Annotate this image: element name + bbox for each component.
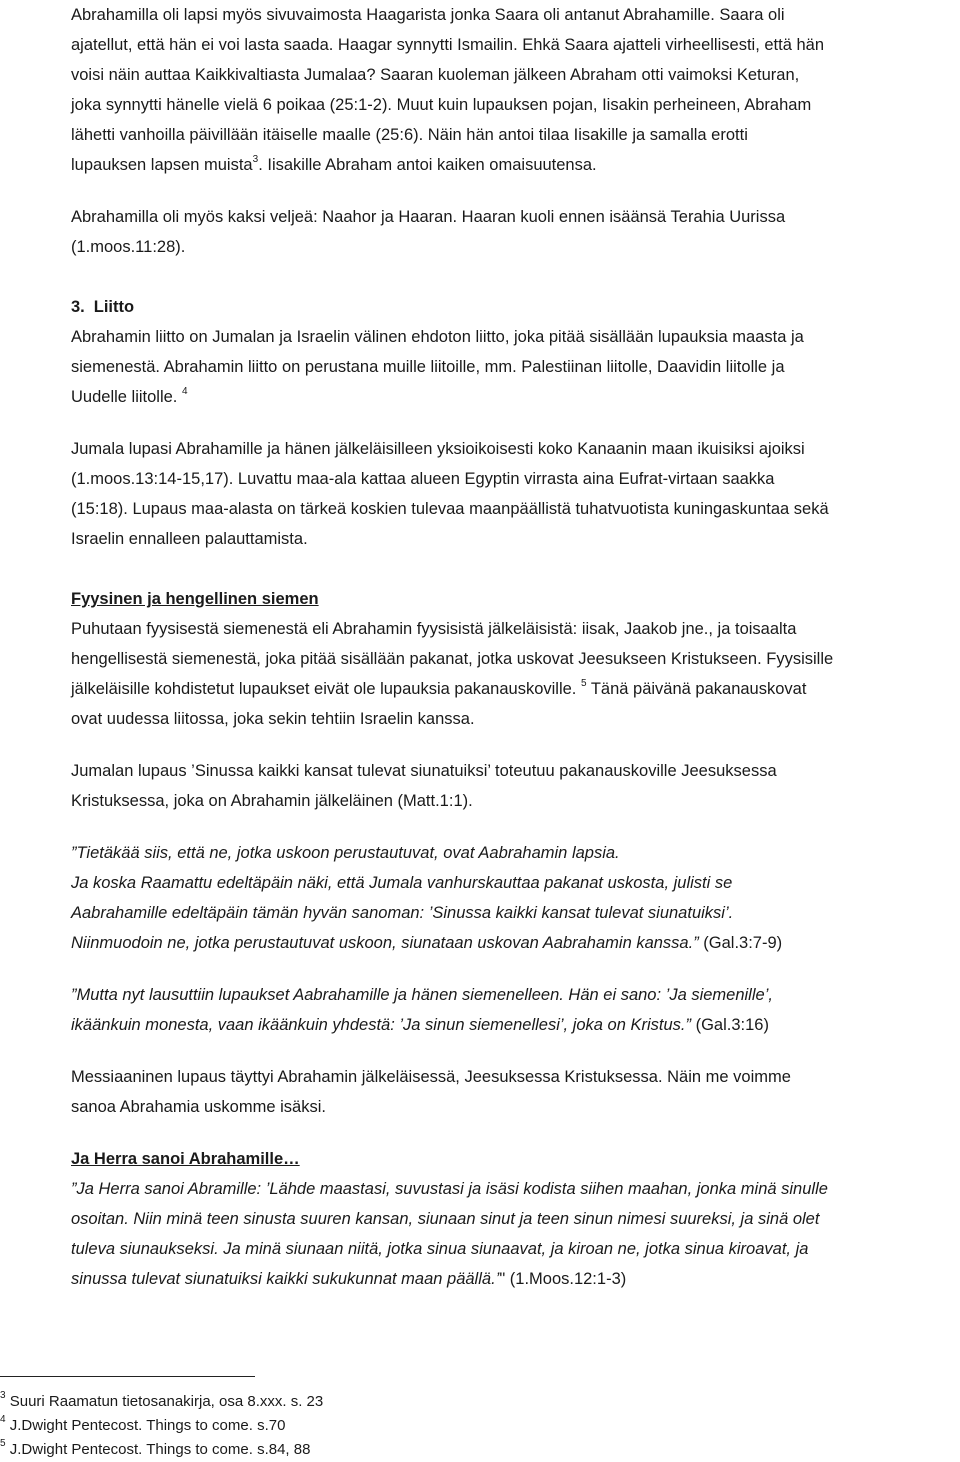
text-span: Tänä päivänä pakanauskovat <box>586 680 807 698</box>
footnote-ref-4[interactable]: 4 <box>181 385 188 397</box>
text-line: joka synnytti hänelle vielä 6 poikaa (25:1-2). Muut kuin lupauksen pojan, Iisakin perheineen, Abraham <box>71 96 812 114</box>
footnote-text: J.Dwight Pentecost. Things to come. s.70 <box>9 1417 286 1434</box>
footnote-number: 5 <box>0 1438 6 1449</box>
text-line: Jumalan lupaus ’Sinussa kaikki kansat tulevat siunatuiksi’ toteutuu pakanauskoville Jeesuksessa <box>71 762 777 780</box>
quote-reference: (Gal.3:7-9) <box>698 934 783 952</box>
quote-text: ”Tietäkää siis, että ne, jotka uskoon perustautuvat, ovat Aabrahamin lapsia. <box>71 844 620 862</box>
quote-line <box>71 898 957 928</box>
quote-line <box>71 838 957 868</box>
quote-reference: " (1.Moos.12:1-3) <box>499 1270 627 1288</box>
section-physical-spiritual-seed <box>71 584 957 734</box>
quote-text: Aabrahamille edeltäpäin tämän hyvän sanoman: ’Sinussa kaikki kansat tulevat siunatuiksi’. <box>71 904 734 922</box>
subsection-heading: Fyysinen ja hengellinen siemen <box>71 590 319 608</box>
quote-text: ”Mutta nyt lausuttiin lupaukset Aabrahamille ja hänen siemenelleen. Hän ei sano: ’Ja siemenille’, <box>71 986 773 1004</box>
quote-line <box>71 1010 957 1040</box>
quote-galatians-3-16 <box>71 980 957 1040</box>
text-line: Jumala lupasi Abrahamille ja hänen jälkeläisilleen yksioikoisesti koko Kanaanin maan ikuisiksi ajoiksi <box>71 440 805 458</box>
text-line: Abrahamilla oli myös kaksi veljeä: Naahor ja Haaran. Haaran kuoli ennen isäänsä Terahia Uurissa <box>71 208 786 226</box>
text-line: Israelin ennalleen palauttamista. <box>71 530 308 548</box>
quote-line <box>71 868 957 898</box>
text-span: lupauksen lapsen muista <box>71 156 253 174</box>
footnote-number: 4 <box>0 1414 6 1425</box>
text-span: jälkeläisille kohdistetut lupaukset eivät ole lupauksia pakanauskoville. <box>71 680 581 698</box>
footnote-number: 3 <box>0 1390 6 1401</box>
text-line: Puhutaan fyysisestä siemenestä eli Abrahamin fyysisistä jälkeläisistä: iisak, Jaakob jne., ja toisaalta <box>71 620 797 638</box>
text-line: (1.moos.13:14-15,17). Luvattu maa-ala kattaa alueen Egyptin virrasta aina Eufrat-virtaan saakka <box>71 470 775 488</box>
footnote-text: J.Dwight Pentecost. Things to come. s.84, 88 <box>9 1441 311 1458</box>
footnote-divider <box>0 1376 255 1377</box>
quote-line <box>71 1264 957 1294</box>
quote-text: Niinmuodoin ne, jotka perustautuvat uskoon, siunataan uskovan Aabrahamin kanssa.” <box>71 934 699 952</box>
paragraph-blessing <box>71 756 957 816</box>
paragraph-land-promise <box>71 434 957 554</box>
quote-line <box>71 1234 957 1264</box>
paragraph-messianic <box>71 1062 957 1122</box>
quote-text: osoitan. Niin minä teen sinusta suuren kansan, siunaan sinut ja teen sinun nimesi suureksi, ja sinä olet <box>71 1210 820 1228</box>
quote-reference: (Gal.3:16) <box>691 1016 769 1034</box>
text-line: ovat uudessa liitossa, joka sekin tehtiin Israelin kanssa. <box>71 710 475 728</box>
text-line: siemenestä. Abrahamin liitto on perustana muille liitoille, mm. Palestiinan liitolle, Daavidin liitolle ja <box>71 358 785 376</box>
section-heading <box>71 292 957 322</box>
text-line: Abrahamilla oli lapsi myös sivuvaimosta Haagarista jonka Saara oli antanut Abrahamille. Saara oli <box>71 6 785 24</box>
text-line <box>71 674 957 704</box>
paragraph-brothers <box>71 202 957 262</box>
text-line: voisi näin auttaa Kaikkivaltiasta Jumalaa? Saaran kuoleman jälkeen Abraham otti vaimoksi Keturan, <box>71 66 800 84</box>
text-line: lähetti vanhoilla päivillään itäiselle maalle (25:6). Näin hän antoi tilaa Iisakille ja samalla erotti <box>71 126 748 144</box>
quote-text: tuleva siunaukseksi. Ja minä siunaan niitä, jotka sinua siunaavat, ja kiroan ne, jotka sinua kiroavat, ja <box>71 1240 809 1258</box>
subsection-heading: Ja Herra sanoi Abrahamille… <box>71 1150 300 1168</box>
quote-line <box>71 1204 957 1234</box>
text-span: . Iisakille Abraham antoi kaiken omaisuutensa. <box>258 156 597 174</box>
quote-line <box>71 980 957 1010</box>
text-line <box>71 150 957 180</box>
footnote <box>0 1438 700 1462</box>
quote-text: ikäänkuin monesta, vaan ikäänkuin yhdestä: ’Ja sinun siemenellesi’, joka on Kristus.” <box>71 1016 691 1034</box>
footnote <box>0 1390 700 1414</box>
paragraph-abraham-children <box>71 0 957 180</box>
quote-text: Ja koska Raamattu edeltäpäin näki, että Jumala vanhurskauttaa pakanat uskosta, julisti se <box>71 874 733 892</box>
text-line: ajatellut, että hän ei voi lasta saada. Haagar synnytti Ismailin. Ehkä Saara ajatteli virheellisesti, että hän <box>71 36 824 54</box>
quote-text: sinussa tulevat siunatuiksi kaikki sukukunnat maan päällä.’ <box>71 1270 500 1288</box>
text-line: hengellisestä siemenestä, joka pitää sisällään pakanat, jotka uskovat Jeesukseen Kristukseen. Fyysisille <box>71 650 834 668</box>
quote-line <box>71 1174 957 1204</box>
quote-galatians-3-7 <box>71 838 957 958</box>
footnote <box>0 1414 700 1438</box>
text-span: Uudelle liitolle. <box>71 388 178 406</box>
text-line: Messiaaninen lupaus täyttyi Abrahamin jälkeläisessä, Jeesuksessa Kristuksessa. Näin me voimme <box>71 1068 791 1086</box>
section-lord-said <box>71 1144 957 1294</box>
footnote-text: Suuri Raamatun tietosanakirja, osa 8.xxx. s. 23 <box>9 1393 324 1410</box>
document-page <box>71 0 957 1294</box>
text-line: Abrahamin liitto on Jumalan ja Israelin välinen ehdoton liitto, joka pitää sisällään lupauksia maasta ja <box>71 328 804 346</box>
text-line: sanoa Abrahamia uskomme isäksi. <box>71 1098 326 1116</box>
footnote-ref-3[interactable]: 3 <box>252 153 259 165</box>
quote-text: ”Ja Herra sanoi Abramille: ’Lähde maastasi, suvustasi ja isäsi kodista siihen maahan, jonka minä sinulle <box>71 1180 828 1198</box>
footnotes <box>0 1390 700 1462</box>
quote-line <box>71 928 957 958</box>
section-title: Liitto <box>93 298 135 316</box>
footnote-ref-5[interactable]: 5 <box>580 677 587 689</box>
text-line: (15:18). Lupaus maa-alasta on tärkeä koskien tulevaa maanpäällistä tuhatvuotista kuningaskuntaa sekä <box>71 500 829 518</box>
text-line: (1.moos.11:28). <box>71 238 186 256</box>
text-line <box>71 382 957 412</box>
text-line: Kristuksessa, joka on Abrahamin jälkeläinen (Matt.1:1). <box>71 792 473 810</box>
section-number: 3. <box>71 298 85 316</box>
section-3-covenant <box>71 292 957 412</box>
